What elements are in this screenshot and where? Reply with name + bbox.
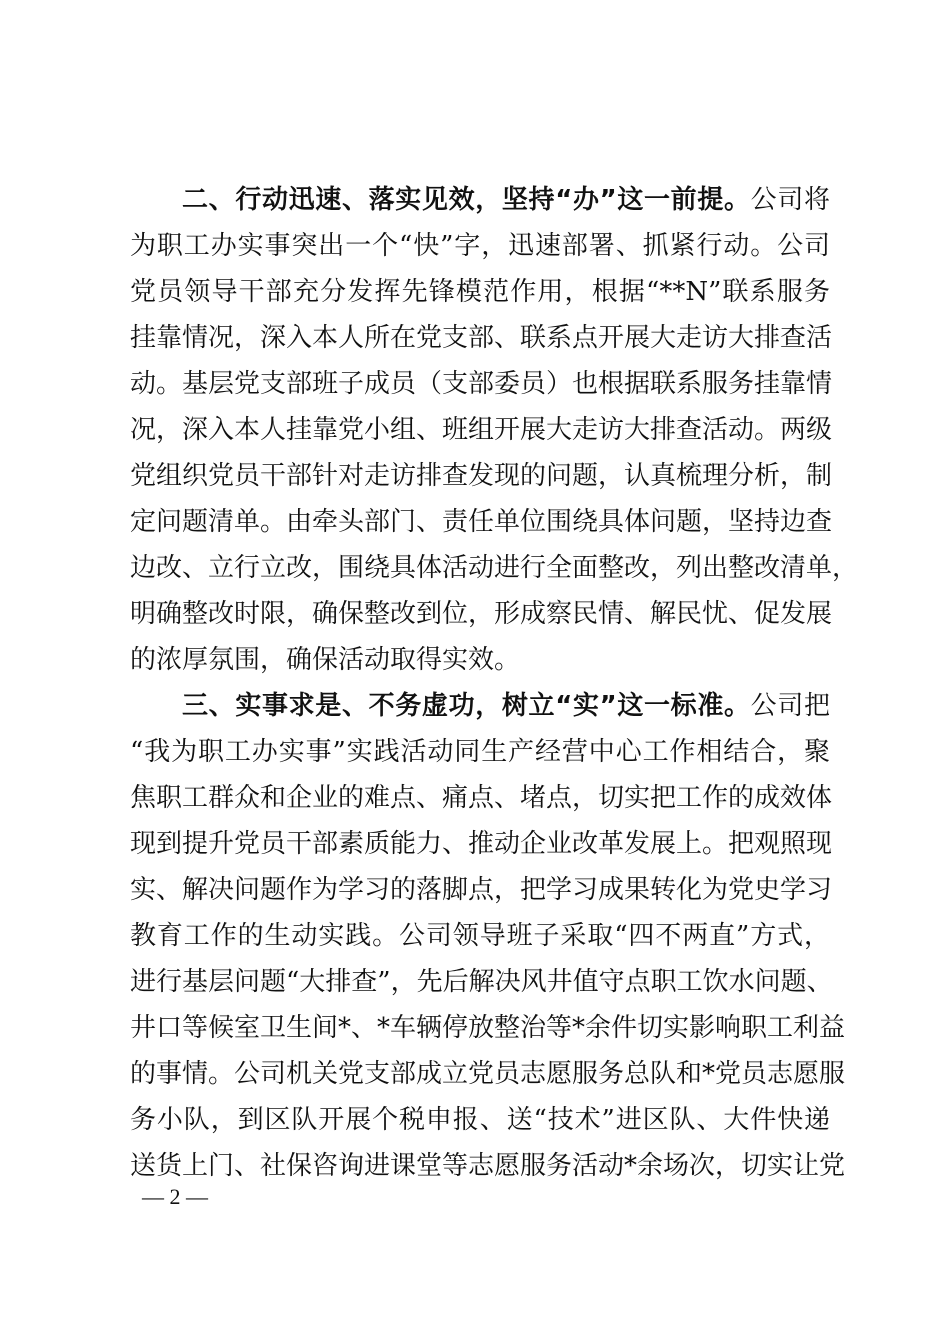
paragraph-2-line-9: 边改、立行立改，围绕具体活动进行全面整改，列出整改清单， — [130, 553, 859, 583]
paragraph-2-line-7: 党组织党员干部针对走访排查发现的问题，认真梳理分析，制 — [130, 461, 833, 491]
page-number: — 2 — — [142, 1184, 208, 1209]
paragraph-3-line-9: 的事情。公司机关党支部成立党员志愿服务总队和*党员志愿服 — [130, 1059, 846, 1089]
paragraph-2-line-5: 动。基层党支部班子成员（支部委员）也根据联系服务挂靠情 — [130, 369, 833, 399]
paragraph-2-line-1-text: 公司将 — [750, 185, 830, 215]
paragraph-2-line-11: 的浓厚氛围，确保活动取得实效。 — [130, 645, 521, 675]
paragraph-2-line-10: 明确整改时限，确保整改到位，形成察民情、解民忧、促发展 — [130, 599, 833, 629]
paragraph-2-heading: 二、行动迅速、落实见效，坚持“办”这一前提。 — [182, 185, 751, 215]
paragraph-3-line-5: 实、解决问题作为学习的落脚点，把学习成果转化为党史学习 — [130, 875, 833, 905]
paragraph-3-line-1 — [182, 683, 830, 729]
paragraph-3-heading: 三、实事求是、不务虚功，树立“实”这一标准。 — [182, 691, 751, 721]
paragraph-2-line-2: 为职工办实事突出一个“快”字，迅速部署、抓紧行动。公司 — [130, 231, 830, 261]
paragraph-2-line-8: 定问题清单。由牵头部门、责任单位围绕具体问题，坚持边查 — [130, 507, 833, 537]
paragraph-3-line-7: 进行基层问题“大排查”，先后解决风井值守点职工饮水问题、 — [130, 967, 833, 997]
paragraph-2-line-3: 党员领导干部充分发挥先锋模范作用，根据“**N”联系服务 — [130, 277, 830, 307]
paragraph-3-line-11: 送货上门、社保咨询进课堂等志愿服务活动*余场次，切实让党 — [130, 1151, 846, 1181]
paragraph-2-line-1 — [182, 177, 830, 223]
paragraph-3-line-1-text: 公司把 — [750, 691, 830, 721]
paragraph-3-line-3: 焦职工群众和企业的难点、痛点、堵点，切实把工作的成效体 — [130, 783, 833, 813]
paragraph-3-line-6: 教育工作的生动实践。公司领导班子采取“四不两直”方式， — [130, 921, 830, 951]
paragraph-2-line-6: 况，深入本人挂靠党小组、班组开展大走访大排查活动。两级 — [130, 415, 833, 445]
paragraph-3-line-2: “我为职工办实事”实践活动同生产经营中心工作相结合，聚 — [130, 737, 830, 767]
paragraph-3-line-4: 现到提升党员干部素质能力、推动企业改革发展上。把观照现 — [130, 829, 833, 859]
paragraph-3-line-8: 井口等候室卫生间*、*车辆停放整治等*余件切实影响职工利益 — [130, 1013, 846, 1043]
paragraph-3-line-10: 务小队，到区队开展个税申报、送“技术”进区队、大件快递 — [130, 1105, 830, 1135]
paragraph-2-line-4: 挂靠情况，深入本人所在党支部、联系点开展大走访大排查活 — [130, 323, 833, 353]
